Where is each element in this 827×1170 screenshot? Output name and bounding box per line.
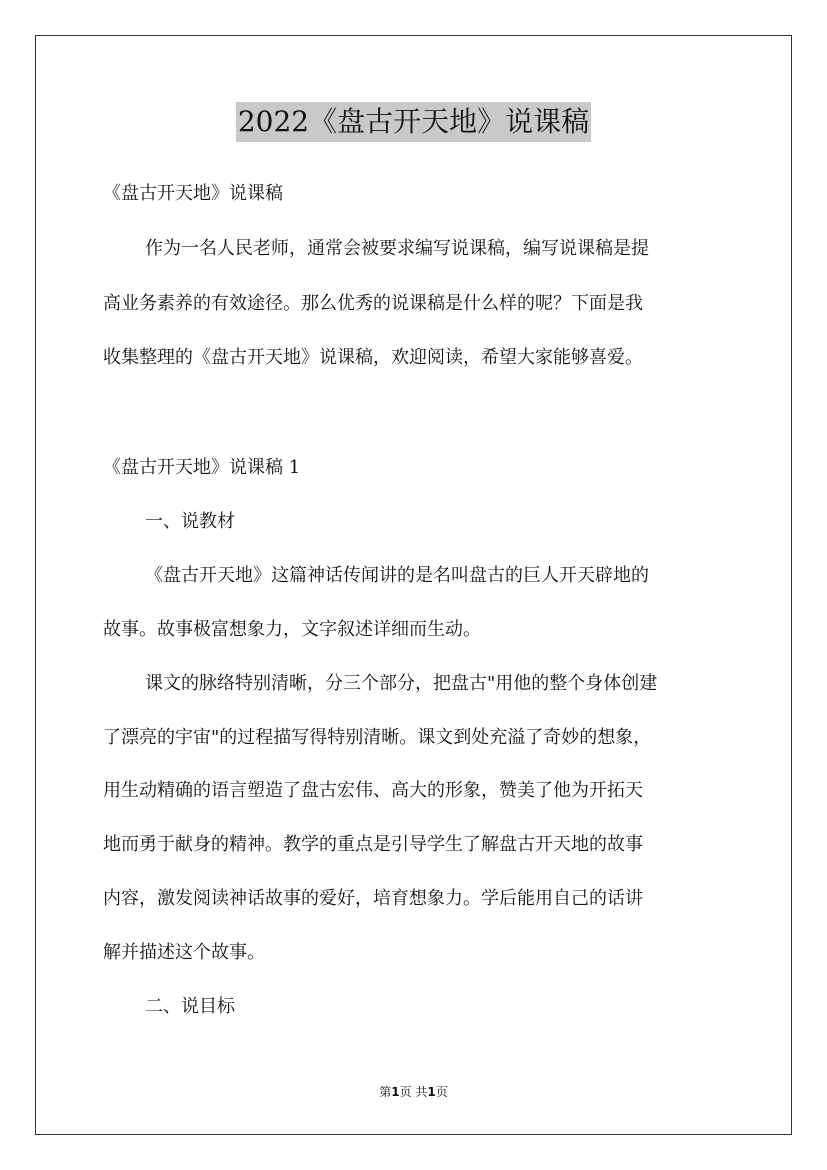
para2-line-3: 用生动精确的语言塑造了盘古宏伟、高大的形象，赞美了他为开拓天 — [103, 780, 643, 801]
footer-page-current: 1 — [391, 1085, 400, 1099]
para2-line-6: 解并描述这个故事。 — [103, 942, 265, 963]
para2-line-4: 地而勇于献身的精神。教学的重点是引导学生了解盘古开天地的故事 — [103, 834, 643, 855]
para1-line-2: 故事。故事极富想象力，文字叙述详细而生动。 — [103, 619, 481, 640]
footer-page-mid: 页 共 — [399, 1085, 428, 1099]
title-container — [0, 102, 827, 142]
para2-line-1: 课文的脉络特别清晰，分三个部分，把盘古"用他的整个身体创建 — [145, 673, 658, 694]
para2-line-2: 了漂亮的宇宙"的过程描写得特别清晰。课文到处充溢了奇妙的想象， — [103, 727, 652, 748]
heading-teaching-material: 一、说教材 — [145, 511, 235, 532]
footer-page-prefix: 第 — [379, 1085, 392, 1099]
page-footer — [0, 1083, 827, 1100]
intro-line-3: 收集整理的《盘古开天地》说课稿，欢迎阅读，希望大家能够喜爱。 — [103, 347, 643, 368]
heading-objectives: 二、说目标 — [145, 996, 235, 1017]
section-title: 《盘古开天地》说课稿 1 — [103, 457, 301, 478]
footer-page-suffix: 页 — [435, 1085, 448, 1099]
intro-line-2: 高业务素养的有效途径。那么优秀的说课稿是什么样的呢？下面是我 — [103, 293, 643, 314]
document-subtitle: 《盘古开天地》说课稿 — [103, 183, 283, 204]
document-title: 2022《盘古开天地》说课稿 — [236, 102, 591, 142]
intro-line-1: 作为一名人民老师，通常会被要求编写说课稿，编写说课稿是提 — [145, 238, 649, 259]
para2-line-5: 内容，激发阅读神话故事的爱好，培育想象力。学后能用自己的话讲 — [103, 888, 643, 909]
para1-line-1: 《盘古开天地》这篇神话传闻讲的是名叫盘古的巨人开天辟地的 — [145, 565, 649, 586]
footer-page-total: 1 — [427, 1085, 436, 1099]
